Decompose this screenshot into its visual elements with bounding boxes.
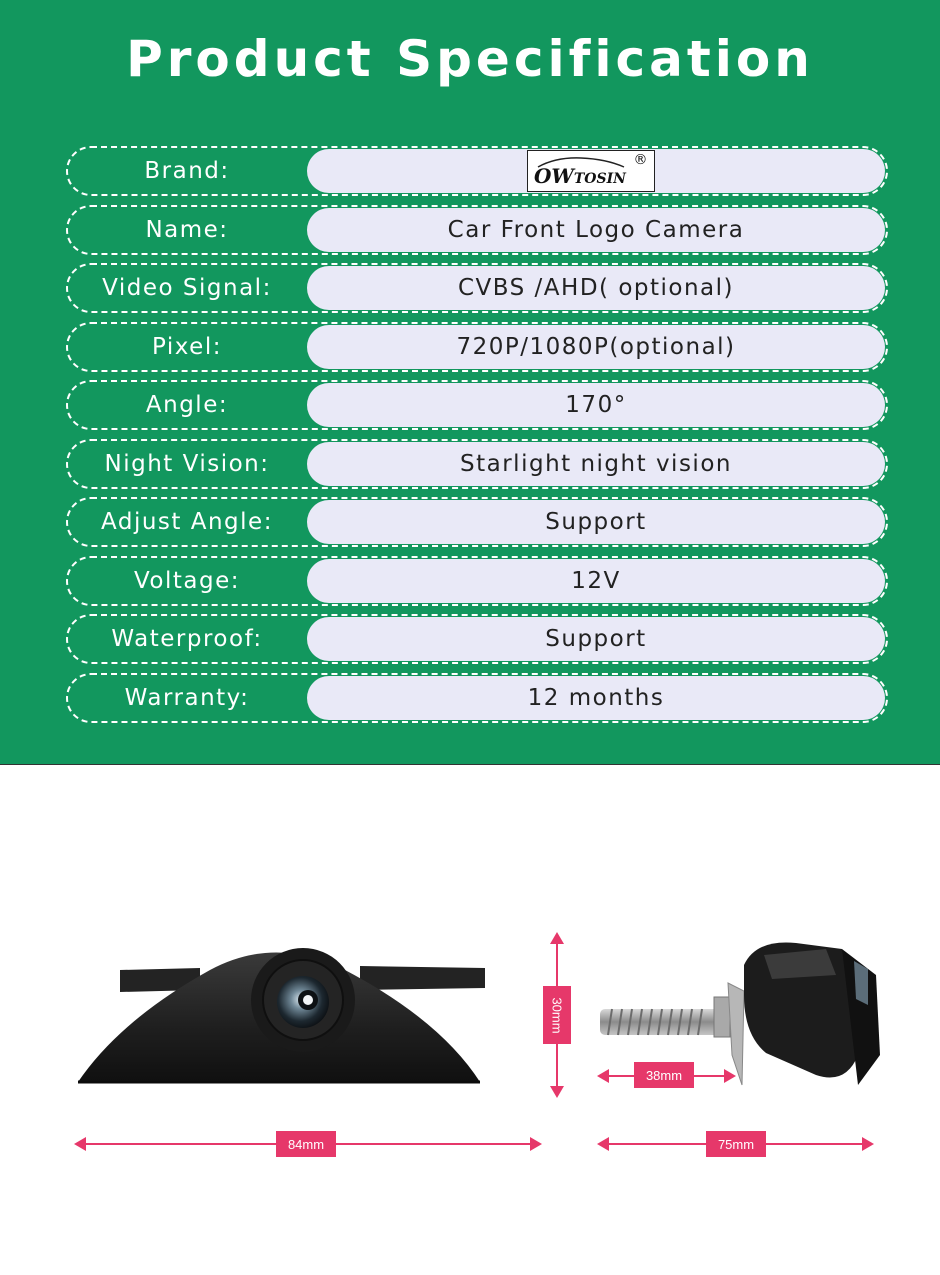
spec-label: Video Signal:	[102, 275, 272, 301]
dimension-text: 30mm	[549, 996, 565, 1034]
spec-value-brand	[307, 149, 885, 193]
spec-row-video-signal	[66, 263, 888, 313]
dimension-label-front-width: 84mm	[276, 1131, 336, 1157]
spec-label: Brand:	[144, 158, 230, 184]
dimension-label-side-depth: 38mm	[634, 1062, 694, 1088]
spec-label: Pixel:	[152, 333, 222, 360]
spec-value: 12V	[307, 559, 885, 603]
arrow-left-icon	[597, 1137, 609, 1151]
arrow-right-icon	[530, 1137, 542, 1151]
spec-row-name	[66, 205, 888, 255]
spec-label: Angle:	[145, 392, 229, 418]
dimension-label-side-length: 75mm	[706, 1131, 766, 1157]
spec-label: Name:	[145, 216, 229, 243]
spec-row-adjust-angle	[66, 497, 888, 547]
brand-logo-text: OWTOSIN	[534, 164, 626, 188]
spec-row-angle	[66, 380, 888, 430]
page-title: Product Specification	[126, 30, 814, 88]
arrow-right-icon	[862, 1137, 874, 1151]
spec-value: 12 months	[307, 676, 885, 720]
arrow-left-icon	[597, 1069, 609, 1083]
dimension-label-front-height	[543, 986, 571, 1044]
spec-value: 170°	[307, 383, 885, 427]
spec-value: Starlight night vision	[307, 442, 885, 486]
spec-row-warranty	[66, 673, 888, 723]
spec-label: Waterproof:	[111, 626, 263, 652]
spec-value: Support	[307, 617, 885, 661]
spec-label: Voltage:	[133, 567, 241, 594]
spec-row-waterproof	[66, 614, 888, 664]
arrow-right-icon	[724, 1069, 736, 1083]
arrow-up-icon	[550, 932, 564, 944]
car-silhouette-icon	[536, 155, 626, 169]
spec-row-night-vision	[66, 439, 888, 489]
spec-label: Adjust Angle:	[101, 509, 273, 535]
brand-logo	[527, 150, 655, 192]
spec-table	[66, 146, 888, 731]
registered-mark: ®	[633, 152, 649, 168]
spec-label: Warranty:	[124, 684, 250, 711]
spec-label: Night Vision:	[104, 450, 270, 477]
spec-row-pixel	[66, 322, 888, 372]
spec-value: Support	[307, 500, 885, 544]
spec-row-brand	[66, 146, 888, 196]
camera-front-view	[60, 930, 500, 1090]
spec-row-voltage	[66, 556, 888, 606]
spec-value: Car Front Logo Camera	[307, 208, 885, 252]
spec-value: CVBS /AHD( optional)	[307, 266, 885, 310]
arrow-down-icon	[550, 1086, 564, 1098]
spec-value: 720P/1080P(optional)	[307, 325, 885, 369]
arrow-left-icon	[74, 1137, 86, 1151]
